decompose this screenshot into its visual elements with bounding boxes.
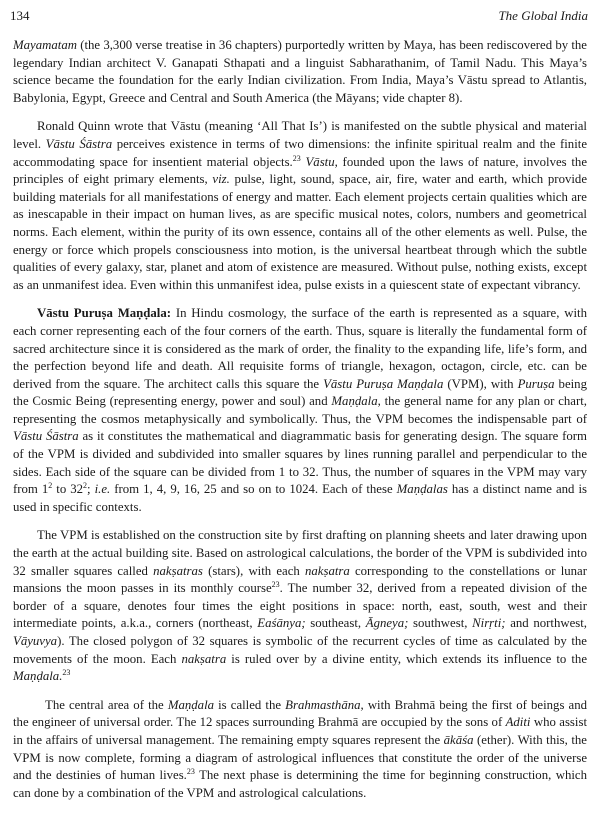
italic-text: Mayamatam (13, 38, 77, 52)
text-run: The VPM is established on the construction site by first drafting on planning sheets and later drawing upon the earth at the actual building site. Based on astrological calculations, the border of the VPM is subdivided into 32 smaller squares called (13, 528, 587, 578)
text-run: The central area of the (45, 697, 168, 712)
text-run: to 32 (52, 482, 84, 497)
text-run: Ronald Quinn wrote that Vāstu (meaning ‘All That Is’) is manifested on the subtle physical and material level. (13, 119, 587, 151)
footnote-ref: 23 (186, 767, 195, 777)
text-run: In Hindu cosmology, the surface of the earth is represented as a square, with each corner representing each of the four corners of the earth. Thus, square is literally the fundamental form of sacred architecture since it is considered as the mark of order, the finality to the expanding life, life’s form, and the perfection beyond life and death. All requisite forms of triangle, hexagon, octagon, circle, etc. can be derived from the square. The architect calls this square the (13, 306, 587, 391)
paragraph-central-area (13, 697, 587, 803)
text-run: perceives existence in terms of two dimensions: the infinite spiritual realm and the finite accommodating space for insentient material objects. (13, 136, 587, 169)
text-run: is called the (214, 697, 286, 712)
text-run: from 1, 4, 9, 16, 25 and so on to 1024. Each of these (110, 482, 397, 497)
italic-text: Nirṛti; (472, 616, 506, 631)
italic-text: Vāstu Śāstra (45, 136, 113, 151)
italic-text: nakṣatras (153, 563, 203, 578)
italic-text: Āgneya; (365, 616, 409, 631)
italic-text: Maṇḍala, (331, 394, 381, 409)
body-text (13, 37, 587, 813)
text-run: being the Cosmic Being (representing energy, power and soul) and (13, 376, 587, 409)
italic-text: nakṣatra (305, 563, 350, 578)
text-run: The next phase is determining the time for beginning construction, which can done by a combination of the VPM and astrological calculations. (13, 768, 588, 800)
running-head (10, 8, 588, 24)
text-run: . The number 32, derived from a repeated division of the border of a square, denotes four times the eight positions in space: north, east, south, west and their intermediate points, a.k.a., corners (northeast, (13, 581, 587, 631)
text-run: (the 3,300 verse treatise in 36 chapters) purportedly written by Maya, has been rediscovered by the legendary Indian architect V. Ganapati Sthapati and a linguist Sabharathanim, of Tamil Nadu. This Maya’s science became the foundation for the early Indian civilization. From India, Maya’s Vāstu spread to Atlantis, Babylonia, Egypt, Greece and Central and South America (the Māyans; vide chapter 8). (13, 38, 587, 105)
paragraph-mayamatam (13, 37, 587, 107)
text-run: (stars), with each (202, 563, 305, 578)
text-run: ; (87, 482, 95, 497)
paragraph-vpm-established (13, 527, 587, 685)
italic-text: ākāśa (443, 732, 474, 747)
text-run: who assist in the affairs of universal management. The remaining empty squares represent the (13, 715, 587, 747)
text-run: ). The closed polygon of 32 squares is symbolic of the recurrent cycles of time as calculated by the movements of the moon. Each (13, 634, 587, 666)
page-number: 134 (10, 8, 30, 23)
paragraph-ronald-quinn (13, 118, 587, 294)
italic-text: viz. (212, 172, 230, 187)
italic-text: i.e. (94, 482, 111, 497)
footnote-ref: 2 (48, 481, 53, 491)
italic-text: Vāstu, (305, 154, 338, 169)
text-run: corresponding to the constellations or lunar mansions the moon passes in its monthly course (13, 563, 587, 596)
footnote-ref: 2 (83, 481, 88, 491)
text-run: founded upon the laws of nature, involves the principles of eight primary elements, (13, 154, 587, 187)
italic-text: Vāstu Puruṣa Maṇḍala (323, 376, 444, 391)
bold-heading: Vāstu Puruṣa Maṇḍala: (37, 306, 172, 321)
italic-text: Puruṣa (517, 376, 555, 391)
text-run: as it constitutes the mathematical and diagrammatic basis for generating design. The square form of the VPM is divided and subdivided into smaller squares by lines running parallel and perpendicular to the sides. Each side of the square can be divided from 1 to 32. Thus, the number of squares in the VPM may vary from 1 (13, 429, 587, 497)
text-run: southeast, (305, 616, 366, 631)
footnote-ref: 23 (271, 580, 280, 590)
italic-text: Eaśānya; (257, 616, 306, 631)
text-run: with Brahmā being the first of beings and the engineer of universal order. The 12 spaces surrounding Brahmā are occupied by the sons of (13, 697, 588, 730)
text-run: the general name for any plan or chart, representing the cosmos metaphysically and symbolically. Thus, the VPM becomes the indispensable part of (13, 394, 587, 426)
italic-text: Vāstu Śāstra (13, 429, 79, 444)
text-run: has a distinct name and is used in specific contexts. (13, 482, 587, 514)
running-title: The Global India (498, 8, 588, 23)
text-run: (VPM), with (443, 376, 518, 391)
italic-text: Vāyuvya (13, 634, 58, 648)
text-run: is ruled over by a divine entity, which extends its influence to the (226, 651, 587, 666)
footnote-ref: 23 (62, 668, 71, 678)
italic-text: Maṇḍalas (396, 482, 448, 497)
footnote-ref: 23 (292, 153, 301, 163)
italic-text: nakṣatra (181, 651, 227, 666)
italic-text: Maṇḍala. (13, 669, 63, 684)
italic-text: Aditi (505, 715, 531, 730)
text-run: and northwest, (505, 616, 587, 631)
text-run: southwest, (408, 616, 473, 631)
text-run: pulse, light, sound, space, air, fire, water and earth, which provide building materials for all manifestations of energy and matter. Each element projects certain qualities which are as inescapable in their impact on human lives, as are specific musical notes, colors, numbers and geometrical norms. Each element, within the purity of its own essence, contains all of the other elements as well. Pulse, the energy or force which propels consciousness into motion, is the universal heartbeat through which the subtle qualities of every galaxy, star, planet and atom of existence are measured. Without pulse, nothing exists, except as an unmanifest idea. Even within this unmanifest idea, pulse exists in a quiescent state of expectant vibrancy. (13, 172, 587, 292)
text-run: (ether). With this, the VPM is now complete, forming a diagram of astrological influences that constitute the order of the universe and the destinies of human lives. (13, 732, 587, 783)
paragraph-vastu-purusa-mandala (13, 305, 587, 516)
italic-text: Maṇḍala (167, 697, 215, 712)
italic-text: Brahmasthāna, (285, 697, 364, 712)
